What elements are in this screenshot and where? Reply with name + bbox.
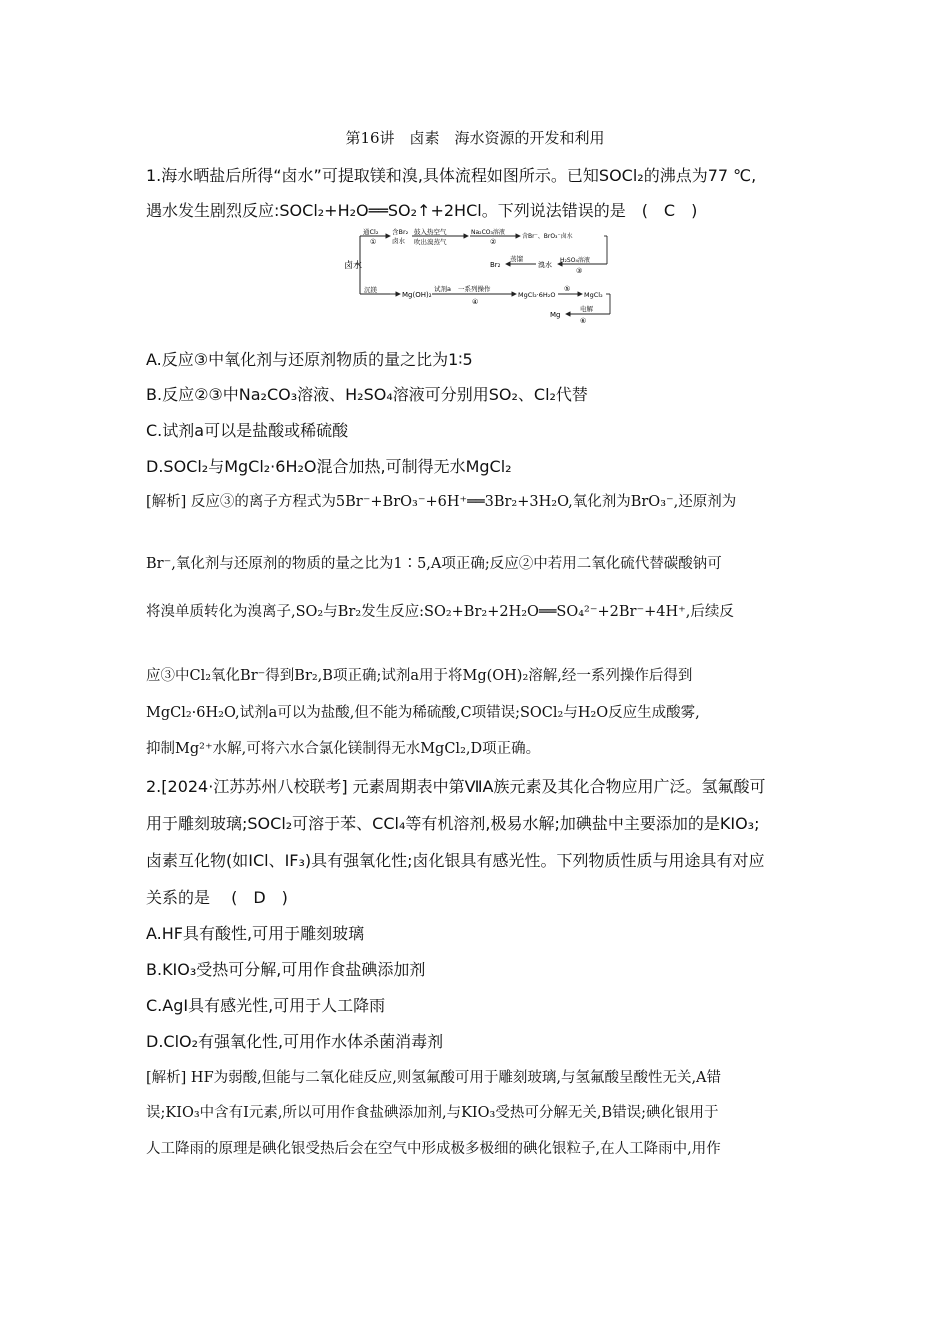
flow-label-br2: Br₂ bbox=[490, 261, 501, 269]
flow-label-blow-1: 鼓入热空气 bbox=[414, 228, 447, 236]
flow-label-mix: 含Br⁻、BrO₃⁻卤水 bbox=[522, 233, 573, 240]
flow-label-na2co3: Na₂CO₃溶液 bbox=[471, 229, 505, 236]
q2-stem-line-4: 关系的是 ( D ) bbox=[146, 888, 288, 907]
flow-label-yixilie: 一系列操作 bbox=[458, 285, 491, 293]
q2-option-c: C.AgI具有感光性,可用于人工降雨 bbox=[146, 996, 386, 1015]
flow-label-mgcl2-6h2o: MgCl₂·6H₂O bbox=[518, 291, 556, 299]
q2-stem-line-2: 用于雕刻玻璃;SOCl₂可溶于苯、CCl₄等有机溶剂,极易水解;加碘盐中主要添加的是KIO₃; bbox=[146, 814, 760, 833]
flow-label-mgcl2: MgCl₂ bbox=[584, 291, 603, 299]
q1-option-a: A.反应③中氧化剂与还原剂物质的量之比为1∶5 bbox=[146, 350, 473, 369]
q2-analysis-line-2: 误;KIO₃中含有I元素,所以可用作食盐碘添加剂,与KIO₃受热可分解无关,B错误;碘化银用于 bbox=[146, 1105, 719, 1121]
flow-label-h2so4: H₂SO₄溶液 bbox=[560, 257, 590, 264]
q1-option-c: C.试剂a可以是盐酸或稀硫酸 bbox=[146, 421, 349, 440]
flow-label-mgoh2: Mg(OH)₂ bbox=[402, 291, 432, 299]
q1-stem-line-2: 遇水发生剧烈反应:SOCl₂+H₂O══SO₂↑+2HCl。下列说法错误的是 ( C ) bbox=[146, 201, 698, 220]
q1-analysis-line-4: 应③中Cl₂氧化Br⁻得到Br₂,B项正确;试剂a用于将Mg(OH)₂溶解,经一系列操作后得到 bbox=[146, 668, 693, 684]
flow-label-zhengliu: 蒸馏 bbox=[510, 255, 523, 263]
q2-option-a: A.HF具有酸性,可用于雕刻玻璃 bbox=[146, 924, 365, 943]
flow-label-lushui: 卤水 bbox=[392, 237, 405, 245]
flow-label-chenmei: 沉镁 bbox=[364, 286, 377, 294]
q2-option-d: D.ClO₂有强氧化性,可用作水体杀菌消毒剂 bbox=[146, 1032, 444, 1051]
flow-label-cl2: 通Cl₂ bbox=[363, 228, 379, 236]
flow-step-4: ④ bbox=[472, 298, 479, 306]
flow-label-shiji-a: 试剂a bbox=[434, 285, 451, 293]
q1-option-d: D.SOCl₂与MgCl₂·6H₂O混合加热,可制得无水MgCl₂ bbox=[146, 457, 512, 476]
lesson-title: 第16讲 卤素 海水资源的开发和利用 bbox=[345, 129, 605, 147]
q2-stem-line-1: 2.[2024·江苏苏州八校联考] 元素周期表中第ⅦA族元素及其化合物应用广泛。氢氟酸可 bbox=[146, 777, 766, 796]
q2-analysis-line-3: 人工降雨的原理是碘化银受热后会在空气中形成极多极细的碘化银粒子,在人工降雨中,用作 bbox=[146, 1141, 721, 1157]
flow-step-6: ⑥ bbox=[580, 317, 587, 325]
flow-step-1: ① bbox=[370, 238, 377, 246]
q1-analysis-line-2: Br⁻,氧化剂与还原剂的物质的量之比为1∶5,A项正确;反应②中若用二氧化硫代替碳酸钠可 bbox=[146, 556, 722, 572]
q1-option-b: B.反应②③中Na₂CO₃溶液、H₂SO₄溶液可分别用SO₂、Cl₂代替 bbox=[146, 385, 588, 404]
bromine-magnesium-flowchart bbox=[340, 226, 620, 326]
flow-label-blow-2: 吹出溴蒸气 bbox=[414, 238, 447, 246]
flow-label-xishui: 溴水 bbox=[538, 261, 552, 269]
flow-label-dianjie: 电解 bbox=[580, 305, 593, 313]
flow-source-label: 卤水 bbox=[344, 261, 363, 271]
flow-step-5: ⑤ bbox=[564, 285, 571, 293]
q1-analysis-line-6: 抑制Mg²⁺水解,可将六水合氯化镁制得无水MgCl₂,D项正确。 bbox=[146, 741, 541, 757]
q2-option-b: B.KIO₃受热可分解,可用作食盐碘添加剂 bbox=[146, 960, 426, 979]
flow-step-3: ③ bbox=[576, 267, 583, 275]
flow-label-han-br2: 含Br₂ bbox=[392, 228, 409, 236]
q1-analysis-line-1: [解析] 反应③的离子方程式为5Br⁻+BrO₃⁻+6H⁺══3Br₂+3H₂O,氧化剂为BrO₃⁻,还原剂为 bbox=[146, 494, 737, 510]
q1-analysis-line-3: 将溴单质转化为溴离子,SO₂与Br₂发生反应:SO₂+Br₂+2H₂O══SO₄²⁻+2Br⁻+4H⁺,后续反 bbox=[146, 604, 734, 620]
flow-label-mg: Mg bbox=[550, 311, 561, 319]
flow-step-2: ② bbox=[490, 238, 497, 246]
q1-analysis-line-5: MgCl₂·6H₂O,试剂a可以为盐酸,但不能为稀硫酸,C项错误;SOCl₂与H₂O反应生成酸雾, bbox=[146, 705, 700, 721]
q2-analysis-line-1: [解析] HF为弱酸,但能与二氧化硅反应,则氢氟酸可用于雕刻玻璃,与氢氟酸呈酸性无关,A错 bbox=[146, 1070, 722, 1086]
q2-stem-line-3: 卤素互化物(如ICl、IF₃)具有强氧化性;卤化银具有感光性。下列物质性质与用途具有对应 bbox=[146, 851, 765, 870]
q1-stem-line-1: 1.海水晒盐后所得“卤水”可提取镁和溴,具体流程如图所示。已知SOCl₂的沸点为77 ℃, bbox=[146, 166, 757, 185]
